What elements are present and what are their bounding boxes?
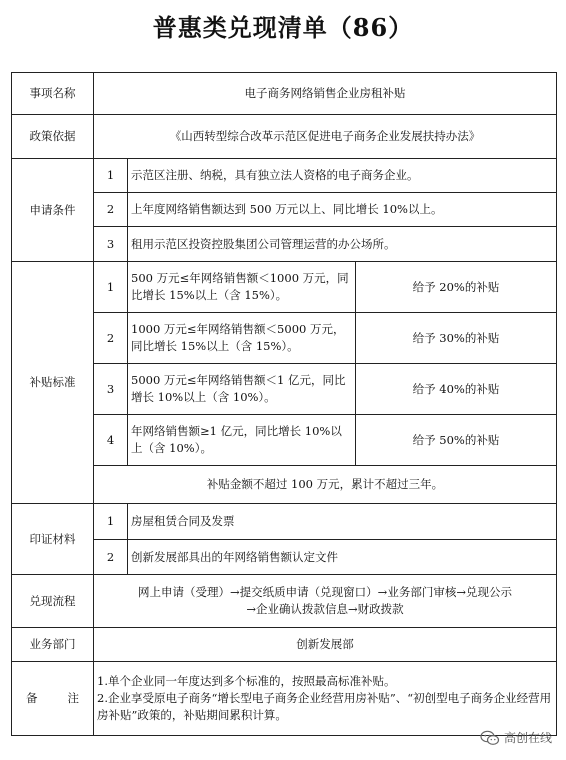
material-number: 2 (94, 540, 128, 575)
process-line-2: →企业确认拨款信息→财政拨款 (246, 602, 404, 616)
condition-text: 上年度网络销售额达到 500 万元以上、同比增长 10%以上。 (128, 193, 557, 227)
condition-text: 示范区注册、纳税，具有独立法人资格的电子商务企业。 (128, 159, 557, 193)
subsidy-number: 2 (94, 313, 128, 364)
materials-label: 印证材料 (12, 504, 94, 575)
item-name-value: 电子商务网络销售企业房租补贴 (94, 73, 557, 115)
watermark (480, 729, 552, 746)
subsidy-condition: 500 万元≤年网络销售额＜1000 万元，同比增长 15%以上（含 15%）。 (128, 262, 356, 313)
row-condition-1 (12, 159, 557, 193)
policy-value: 《山西转型综合改革示范区促进电子商务企业发展扶持办法》 (94, 115, 557, 159)
policy-table (11, 72, 557, 736)
row-subsidy-1 (12, 262, 557, 313)
watermark-text: 高创在线 (503, 731, 552, 745)
page-title: 普惠类兑现清单（86） (152, 13, 414, 42)
subsidy-award: 给予 20%的补贴 (356, 262, 557, 313)
material-text: 房屋租赁合同及发票 (128, 504, 557, 540)
row-subsidy-4 (12, 415, 557, 466)
process-flow (94, 575, 557, 628)
item-name-label: 事项名称 (12, 73, 94, 115)
department-label: 业务部门 (12, 628, 94, 662)
row-condition-2 (12, 193, 557, 227)
note-line-2: 2.企业享受原电子商务“增长型电子商务企业经营用房补贴”、“初创型电子商务企业经营用房补贴”政策的，补贴期间累积计算。 (97, 691, 552, 722)
condition-number: 2 (94, 193, 128, 227)
subsidy-condition: 5000 万元≤年网络销售额＜1 亿元，同比增长 10%以上（含 10%）。 (128, 364, 356, 415)
row-material-1 (12, 504, 557, 540)
department-value: 创新发展部 (94, 628, 557, 662)
row-policy (12, 115, 557, 159)
subsidy-award: 给予 30%的补贴 (356, 313, 557, 364)
row-notes (12, 662, 557, 736)
note-line-1: 1.单个企业同一年度达到多个标准的，按照最高标准补贴。 (97, 674, 396, 688)
conditions-label: 申请条件 (12, 159, 94, 262)
notes-label: 备 注 (12, 662, 94, 736)
subsidy-label: 补贴标准 (12, 262, 94, 504)
material-text: 创新发展部具出的年网络销售额认定文件 (128, 540, 557, 575)
row-process (12, 575, 557, 628)
condition-number: 3 (94, 227, 128, 262)
subsidy-award: 给予 40%的补贴 (356, 364, 557, 415)
row-department (12, 628, 557, 662)
row-subsidy-3 (12, 364, 557, 415)
wechat-icon (480, 730, 500, 746)
subsidy-award: 给予 50%的补贴 (356, 415, 557, 466)
row-material-2 (12, 540, 557, 575)
process-label: 兑现流程 (12, 575, 94, 628)
process-line-1: 网上申请（受理）→提交纸质申请（兑现窗口）→业务部门审核→兑现公示 (138, 585, 512, 599)
subsidy-number: 3 (94, 364, 128, 415)
subsidy-number: 1 (94, 262, 128, 313)
row-subsidy-cap (12, 466, 557, 504)
notes-content (94, 662, 557, 736)
policy-label: 政策依据 (12, 115, 94, 159)
row-subsidy-2 (12, 313, 557, 364)
row-condition-3 (12, 227, 557, 262)
row-item-name (12, 73, 557, 115)
subsidy-number: 4 (94, 415, 128, 466)
subsidy-condition: 年网络销售额≥1 亿元，同比增长 10%以上（含 10%）。 (128, 415, 356, 466)
condition-text: 租用示范区投资控股集团公司管理运营的办公场所。 (128, 227, 557, 262)
material-number: 1 (94, 504, 128, 540)
condition-number: 1 (94, 159, 128, 193)
subsidy-condition: 1000 万元≤年网络销售额＜5000 万元，同比增长 15%以上（含 15%）。 (128, 313, 356, 364)
subsidy-cap: 补贴金额不超过 100 万元，累计不超过三年。 (94, 466, 557, 504)
